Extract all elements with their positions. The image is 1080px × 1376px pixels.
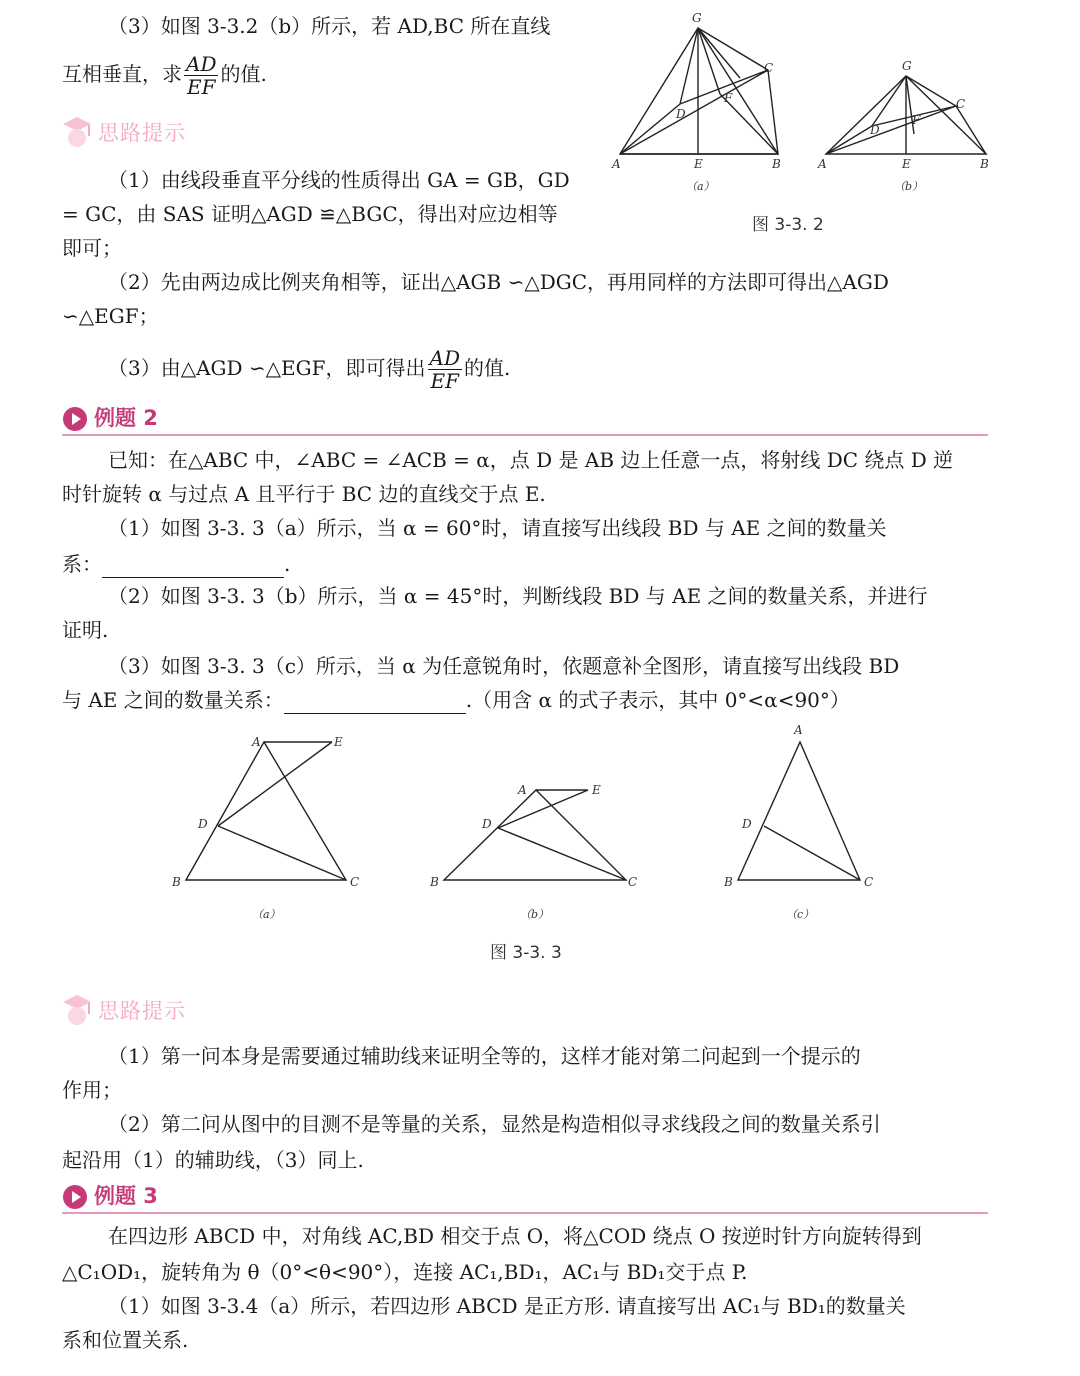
fig-a-label-f: F bbox=[724, 91, 733, 105]
mortarboard-icon bbox=[60, 112, 94, 152]
fig-a-gb2 bbox=[698, 28, 740, 78]
ex2-line8 bbox=[62, 686, 850, 714]
ex2-line4-pre: 系： bbox=[62, 552, 102, 576]
fig-333a-label-e: E bbox=[334, 735, 343, 749]
hint1-p3-pre: （3）由△AGD ∽△EGF，即可得出 bbox=[108, 356, 426, 380]
hint2-line3: （2）第二问从图中的目测不是等量的关系，显然是构造相似寻求线段之间的数量关系引 bbox=[108, 1112, 881, 1136]
hint-header-2 bbox=[60, 990, 186, 1030]
hint-title-1: 思路提示 bbox=[98, 121, 186, 145]
fig-a-gf bbox=[698, 28, 720, 94]
hint-header-1 bbox=[60, 112, 186, 152]
ex2-line1: 已知：在△ABC 中，∠ABC = ∠ACB = α，点 D 是 AB 边上任意一点，将射线 DC 绕点 D 逆 bbox=[108, 448, 954, 472]
fig-333b-label-c: C bbox=[628, 875, 638, 889]
ex3-line2: △C₁OD₁，旋转角为 θ（0°<θ<90°），连接 AC₁,BD₁，AC₁与 BD₁交于点 P. bbox=[62, 1260, 748, 1284]
hint1-p2-line1: （2）先由两边成比例夹角相等，证出△AGB ∽△DGC，再用同样的方法即可得出△AGD bbox=[108, 270, 889, 294]
ex2-line8-post: .（用含 α 的式子表示，其中 0°<α<90°） bbox=[465, 688, 850, 712]
fig-332-sub-b: （b） bbox=[894, 180, 924, 193]
hint-title-2: 思路提示 bbox=[98, 999, 186, 1023]
ex2-line4-post: . bbox=[284, 552, 291, 576]
hint1-fraction bbox=[428, 347, 462, 392]
fig-333a-de bbox=[218, 742, 332, 826]
fig-333b-label-a: A bbox=[518, 783, 527, 797]
fraction-denominator: EF bbox=[187, 75, 216, 99]
fig-a-label-d: D bbox=[676, 107, 686, 121]
ex2-line8-pre: 与 AE 之间的数量关系： bbox=[62, 688, 284, 712]
fig-333a-label-a: A bbox=[252, 735, 261, 749]
fig-a-label-c: C bbox=[764, 61, 774, 75]
ex2-line6: 证明. bbox=[62, 618, 109, 642]
fig-332-sub-a: （a） bbox=[686, 180, 715, 193]
hint1-p1-line3: 即可； bbox=[62, 236, 122, 260]
fig-b-ac bbox=[826, 106, 956, 154]
fig-333b-dc bbox=[498, 828, 626, 880]
fig-a-label-e: E bbox=[694, 157, 703, 171]
fraction-ad-ef bbox=[184, 53, 218, 98]
ex2-line2: 时针旋转 α 与过点 A 且平行于 BC 边的直线交于点 E. bbox=[62, 482, 546, 506]
fig-b-label-g: G bbox=[902, 59, 912, 73]
figure-3-3-2 bbox=[600, 8, 1000, 198]
fig-333c-label-c: C bbox=[864, 875, 874, 889]
fig-333-sub-a: （a） bbox=[252, 908, 281, 921]
fig-a-label-g: G bbox=[692, 11, 702, 25]
ex3-line3: （1）如图 3-3.4（a）所示，若四边形 ABCD 是正方形. 请直接写出 AC₁与 BD₁的数量关 bbox=[108, 1294, 906, 1318]
example-2-header bbox=[62, 404, 988, 436]
play-icon bbox=[62, 1184, 88, 1210]
fig-333-sub-c: （c） bbox=[786, 908, 815, 921]
fig-b-label-d: D bbox=[870, 123, 880, 137]
fig-333c-label-b: B bbox=[724, 875, 733, 889]
ex3-line4: 系和位置关系. bbox=[62, 1328, 189, 1352]
fig-333a-dc bbox=[218, 826, 346, 880]
fig-333a-label-d: D bbox=[198, 817, 208, 831]
fig-333c-triangle bbox=[738, 742, 860, 880]
q3-line2-pre: 互相垂直，求 bbox=[62, 62, 182, 86]
fig-a-ac bbox=[620, 70, 768, 154]
ex2-line3: （1）如图 3-3. 3（a）所示，当 α = 60°时，请直接写出线段 BD 与 AE 之间的数量关 bbox=[108, 516, 887, 540]
hint1-fraction-denominator: EF bbox=[430, 369, 459, 393]
hint1-p2-line2: ∽△EGF； bbox=[62, 304, 159, 328]
fig-333b-label-e: E bbox=[592, 783, 601, 797]
fig-b-label-b: B bbox=[980, 157, 989, 171]
hint2-line1: （1）第一问本身是需要通过辅助线来证明全等的，这样才能对第二问起到一个提示的 bbox=[108, 1044, 861, 1068]
fig-333b-de bbox=[498, 790, 588, 828]
fig-333b-label-d: D bbox=[482, 817, 492, 831]
fig-b-label-c: C bbox=[956, 97, 966, 111]
fig-b-label-f: F bbox=[912, 113, 921, 127]
fig-333a-label-b: B bbox=[172, 875, 181, 889]
q3-line2 bbox=[62, 46, 267, 102]
fig-333a-label-c: C bbox=[350, 875, 360, 889]
figure-3-3-3 bbox=[160, 720, 920, 930]
hint1-p1-line1: （1）由线段垂直平分线的性质得出 GA = GB，GD bbox=[108, 168, 570, 192]
hint2-line4: 起沿用（1）的辅助线，（3）同上. bbox=[62, 1148, 364, 1172]
fig-a-label-b: B bbox=[772, 157, 781, 171]
fig-a-label-a: A bbox=[612, 157, 621, 171]
ex2-line5: （2）如图 3-3. 3（b）所示，当 α = 45°时，判断线段 BD 与 AE 之间的数量关系，并进行 bbox=[108, 584, 928, 608]
q3-line1: （3）如图 3-3.2（b）所示，若 AD,BC 所在直线 bbox=[108, 14, 551, 38]
hint1-p3-post: 的值. bbox=[464, 356, 511, 380]
figure-3-3-3-caption: 图 3-3. 3 bbox=[490, 943, 562, 963]
mortarboard-icon bbox=[60, 990, 94, 1030]
q3-line2-post: 的值. bbox=[220, 62, 267, 86]
hint1-fraction-numerator: AD bbox=[429, 346, 460, 370]
fig-333a-triangle bbox=[186, 742, 346, 880]
example-3-header bbox=[62, 1182, 988, 1214]
answer-blank-3[interactable] bbox=[284, 691, 466, 714]
example-3-label: 例题 3 bbox=[94, 1184, 158, 1208]
answer-blank-1[interactable] bbox=[102, 555, 284, 578]
fig-333c-label-d: D bbox=[742, 817, 752, 831]
play-icon bbox=[62, 406, 88, 432]
figure-3-3-2-caption: 图 3-3. 2 bbox=[752, 215, 824, 235]
hint1-p1-line2: = GC，由 SAS 证明△AGD ≌△BGC，得出对应边相等 bbox=[62, 202, 558, 226]
fig-b-label-a: A bbox=[818, 157, 827, 171]
fig-333-sub-b: （b） bbox=[520, 908, 550, 921]
hint2-line2: 作用； bbox=[62, 1078, 122, 1102]
fig-333c-label-a: A bbox=[794, 723, 803, 737]
fig-333c-dc bbox=[764, 826, 860, 880]
fraction-numerator: AD bbox=[186, 52, 217, 76]
fig-333b-label-b: B bbox=[430, 875, 439, 889]
fig-333b-triangle bbox=[444, 790, 626, 880]
ex3-line1: 在四边形 ABCD 中，对角线 AC,BD 相交于点 O，将△COD 绕点 O 按逆时针方向旋转得到 bbox=[108, 1224, 922, 1248]
example-2-label: 例题 2 bbox=[94, 406, 158, 430]
hint1-p3 bbox=[108, 340, 510, 396]
fig-b-label-e: E bbox=[902, 157, 911, 171]
ex2-line4 bbox=[62, 550, 290, 578]
ex2-line7: （3）如图 3-3. 3（c）所示，当 α 为任意锐角时，依题意补全图形，请直接写出线段 BD bbox=[108, 654, 900, 678]
